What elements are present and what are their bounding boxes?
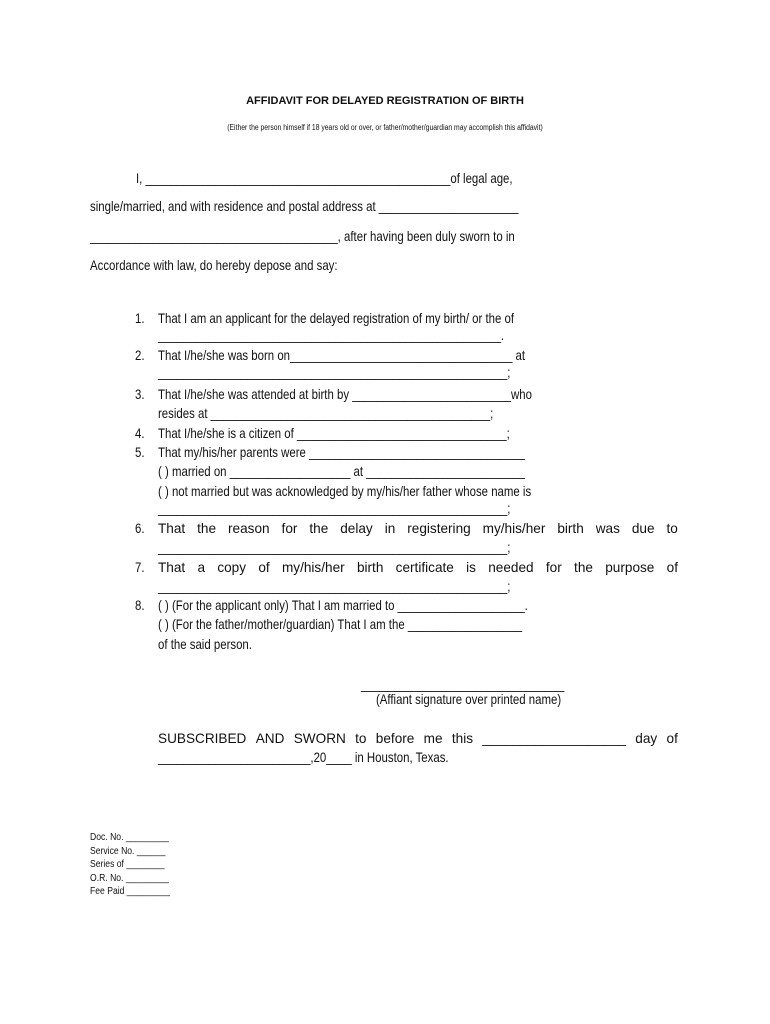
- item-6-word: registering: [407, 521, 471, 536]
- sworn-statement-line-1: [158, 730, 678, 747]
- item-7-word: birth: [356, 560, 384, 575]
- item-5-line-1: That my/his/her parents were __________________________________: [158, 445, 525, 460]
- item-5-line-3: ( ) not married but was acknowledged by my/his/her father whose name is: [158, 484, 532, 499]
- item-number-8: 8.: [135, 598, 145, 613]
- intro-line-1: I, ________________________________________________of legal age,: [136, 171, 513, 186]
- sworn-statement-line-2: ________________________,20____ in Houston, Texas.: [158, 750, 449, 765]
- item-5-line-4: _______________________________________________________;: [158, 501, 511, 516]
- sworn-word: AND: [255, 731, 285, 746]
- sworn-word: of: [666, 731, 678, 746]
- item-number-6: 6.: [135, 521, 145, 536]
- item-7-word: of: [666, 560, 678, 575]
- sworn-word: SUBSCRIBED: [158, 731, 247, 746]
- or-number-field: O.R. No. _________: [90, 873, 169, 884]
- item-7-word: That: [158, 560, 186, 575]
- item-3-line-2: resides at ____________________________________________;: [158, 406, 494, 421]
- fee-paid-field: Fee Paid _________: [90, 886, 170, 897]
- item-6-word: in: [384, 521, 396, 536]
- item-number-4: 4.: [135, 426, 145, 441]
- signature-line: ________________________________: [361, 677, 565, 692]
- signature-caption: (Affiant signature over printed name): [376, 692, 562, 707]
- item-8-line-2: ( ) (For the father/mother/guardian) That I am the __________________: [158, 617, 523, 632]
- item-7-word: for: [545, 560, 562, 575]
- item-7-word: a: [197, 560, 206, 575]
- item-6-word: for: [281, 521, 298, 536]
- intro-line-2: single/married, and with residence and postal address at ______________________: [90, 199, 519, 214]
- sworn-word: to: [355, 731, 367, 746]
- item-8-line-1: ( ) (For the applicant only) That I am married to ____________________.: [158, 598, 528, 613]
- item-8-line-3: of the said person.: [158, 637, 252, 652]
- item-7-word: is: [466, 560, 476, 575]
- doc-number-field: Doc. No. _________: [90, 832, 169, 843]
- sworn-word: SWORN: [293, 731, 346, 746]
- sworn-word: before: [375, 731, 415, 746]
- item-6-word: birth: [557, 521, 584, 536]
- item-7-word: certificate: [395, 560, 454, 575]
- item-7-word: needed: [488, 560, 534, 575]
- item-6-word: delay: [340, 521, 373, 536]
- item-7-word: copy: [217, 560, 247, 575]
- document-subtitle: (Either the person himself if 18 years old or over, or father/mother/guardian may accomplish this affidavit): [227, 123, 543, 132]
- item-number-2: 2.: [135, 348, 145, 363]
- item-7-word: purpose: [605, 560, 655, 575]
- item-7-justified-line: [158, 559, 678, 576]
- service-number-field: Service No. ______: [90, 846, 166, 857]
- item-6-word: the: [309, 521, 329, 536]
- sworn-word: this: [451, 731, 474, 746]
- item-1-line-2: ______________________________________________________.: [158, 328, 505, 343]
- document-title: AFFIDAVIT FOR DELAYED REGISTRATION OF BIRTH: [246, 95, 524, 107]
- item-7-line-2: _______________________________________________________;: [158, 579, 511, 594]
- item-6-word: That: [158, 521, 186, 536]
- item-2-line-2: _______________________________________________________;: [158, 365, 511, 380]
- sworn-word: day: [635, 731, 658, 746]
- intro-line-4: Accordance with law, do hereby depose and say:: [90, 258, 338, 273]
- sworn-word: me: [423, 731, 443, 746]
- item-6-line-2: _______________________________________________________;: [158, 540, 511, 555]
- item-6-word: to: [666, 521, 678, 536]
- item-6-word: was: [595, 521, 620, 536]
- item-5-line-2: ( ) married on ___________________ at _________________________: [158, 464, 526, 479]
- item-6-word: the: [197, 521, 217, 536]
- item-number-5: 5.: [135, 445, 145, 460]
- item-1-line-1: That I am an applicant for the delayed registration of my birth/ or the of: [158, 311, 515, 326]
- item-2-line-1: That I/he/she was born on___________________________________ at: [158, 348, 526, 363]
- item-6-word: my/his/her: [482, 521, 546, 536]
- series-field: Series of ________: [90, 859, 165, 870]
- intro-line-3: _______________________________________, after having been duly sworn to in: [90, 229, 515, 244]
- sworn-word: ___________________: [482, 731, 626, 746]
- item-number-1: 1.: [135, 311, 145, 326]
- item-4-line-1: That I/he/she is a citizen of _________________________________;: [158, 426, 510, 441]
- item-number-7: 7.: [135, 560, 145, 575]
- item-6-word: reason: [228, 521, 270, 536]
- item-7-word: my/his/her: [281, 560, 345, 575]
- item-7-word: of: [258, 560, 270, 575]
- item-7-word: the: [574, 560, 593, 575]
- item-6-word: due: [631, 521, 655, 536]
- item-number-3: 3.: [135, 387, 145, 402]
- item-3-line-1: That I/he/she was attended at birth by _________________________who: [158, 387, 532, 402]
- item-6-justified-line: [158, 520, 678, 537]
